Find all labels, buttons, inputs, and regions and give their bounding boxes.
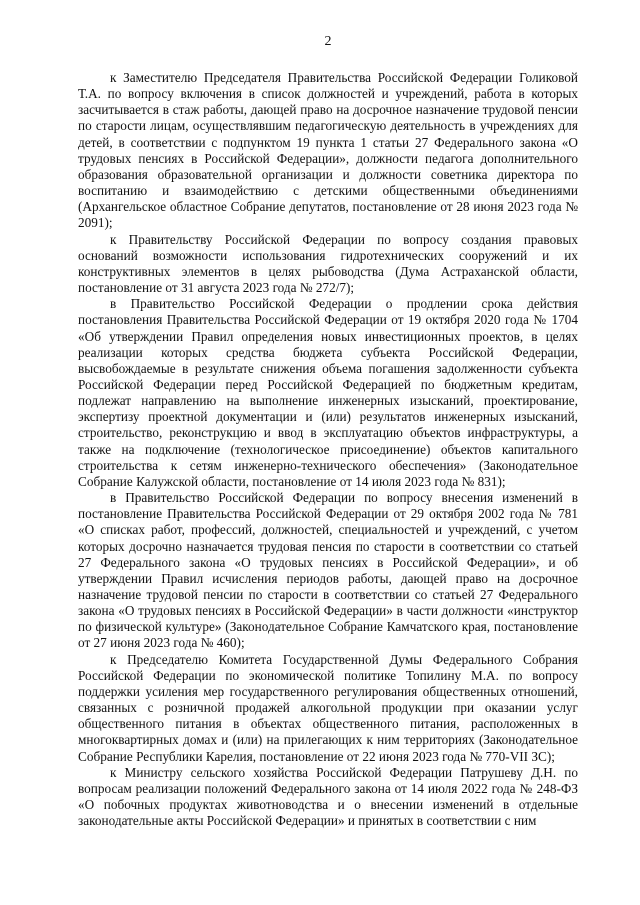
paragraph-topilin-appeal: к Председателю Комитета Государственной Думы Федерального Собрания Российской Федерации по экономической политике Топилину М.А. по вопросу поддержки усиления мер государственного регулирования общественных отношений, связанных с розничной продажей алкогольной продукции при оказании услуг общественного питания в объектах общественного питания, расположенных в многоквартирных домах и (или) на прилегающих к ним территориях (Законодательное Собрание Республики Карелия, постановление от 22 июня 2023 года № 770-VII ЗС); bbox=[78, 651, 578, 764]
paragraph-investment-projects-appeal: в Правительство Российской Федерации о продлении срока действия постановления Правительства Российской Федерации от 19 октября 2020 года № 1704 «Об утверждении Правил определения новых инвестиционных проектов, в целях реализации которых средства бюджета субъекта Российской Федерации, высвобождаемые в результате снижения объема погашения задолженности субъекта Российской Федерации перед Российской Федерацией по бюджетным кредитам, подлежат направлению на выполнение инженерных изысканий, проектирование, экспертизу проектной документации и (или) результатов инженерных изысканий, строительство, реконструкцию и ввод в эксплуатацию объектов инфраструктуры, а также на подключение (технологическое присоединение) объектов капитального строительства к сетям инженерно-технического обеспечения» (Законодательное Собрание Калужской области, постановление от 14 июля 2023 года № 831); bbox=[78, 296, 578, 489]
paragraph-patrushev-appeal: к Министру сельского хозяйства Российской Федерации Патрушеву Д.Н. по вопросам реализации положений Федерального закона от 14 июля 2022 года № 248-ФЗ «О побочных продуктах животноводства и о внесении изменений в отдельные законодательные акты Российской Федерации» и принятых в соответствии с ним bbox=[78, 764, 578, 829]
paragraph-pension-lists-appeal: в Правительство Российской Федерации по вопросу внесения изменений в постановление Правительства Российской Федерации от 29 октября 2002 года № 781 «О списках работ, профессий, должностей, специальностей и учреждений, с учетом которых досрочно назначается трудовая пенсия по старости в соответствии со статьей 27 Федерального закона «О трудовых пенсиях в Российской Федерации», и об утверждении Правил исчисления периодов работы, дающей право на досрочное назначение трудовой пенсии по старости в соответствии со статьей 27 Федерального закона «О трудовых пенсиях в Российской Федерации» в части должности «инструктор по физической культуре» (Законодательное Собрание Камчатского края, постановление от 27 июня 2023 года № 460); bbox=[78, 490, 578, 651]
page-number: 2 bbox=[324, 34, 332, 49]
paragraph-golikova-appeal: к Заместителю Председателя Правительства Российской Федерации Голиковой Т.А. по вопросу включения в список должностей и учреждений, работа в которых засчитывается в стаж работы, дающей право на досрочное назначение трудовой пенсии по старости лицам, осуществлявшим педагогическую деятельность в учреждениях для детей, в соответствии с подпунктом 19 пункта 1 статьи 27 Федерального закона «О трудовых пенсиях в Российской Федерации», должности педагога дополнительного образования образовательной организации и должности советника директора по воспитанию и взаимодействию с детскими общественными объединениями (Архангельское областное Собрание депутатов, постановление от 28 июня 2023 года № 2091); bbox=[78, 70, 578, 231]
paragraph-fish-farming-appeal: к Правительству Российской Федерации по вопросу создания правовых оснований возможности использования гидротехнических сооружений и их конструктивных элементов в целях рыбоводства (Дума Астраханской области, постановление от 31 августа 2023 года № 272/7); bbox=[78, 231, 578, 296]
